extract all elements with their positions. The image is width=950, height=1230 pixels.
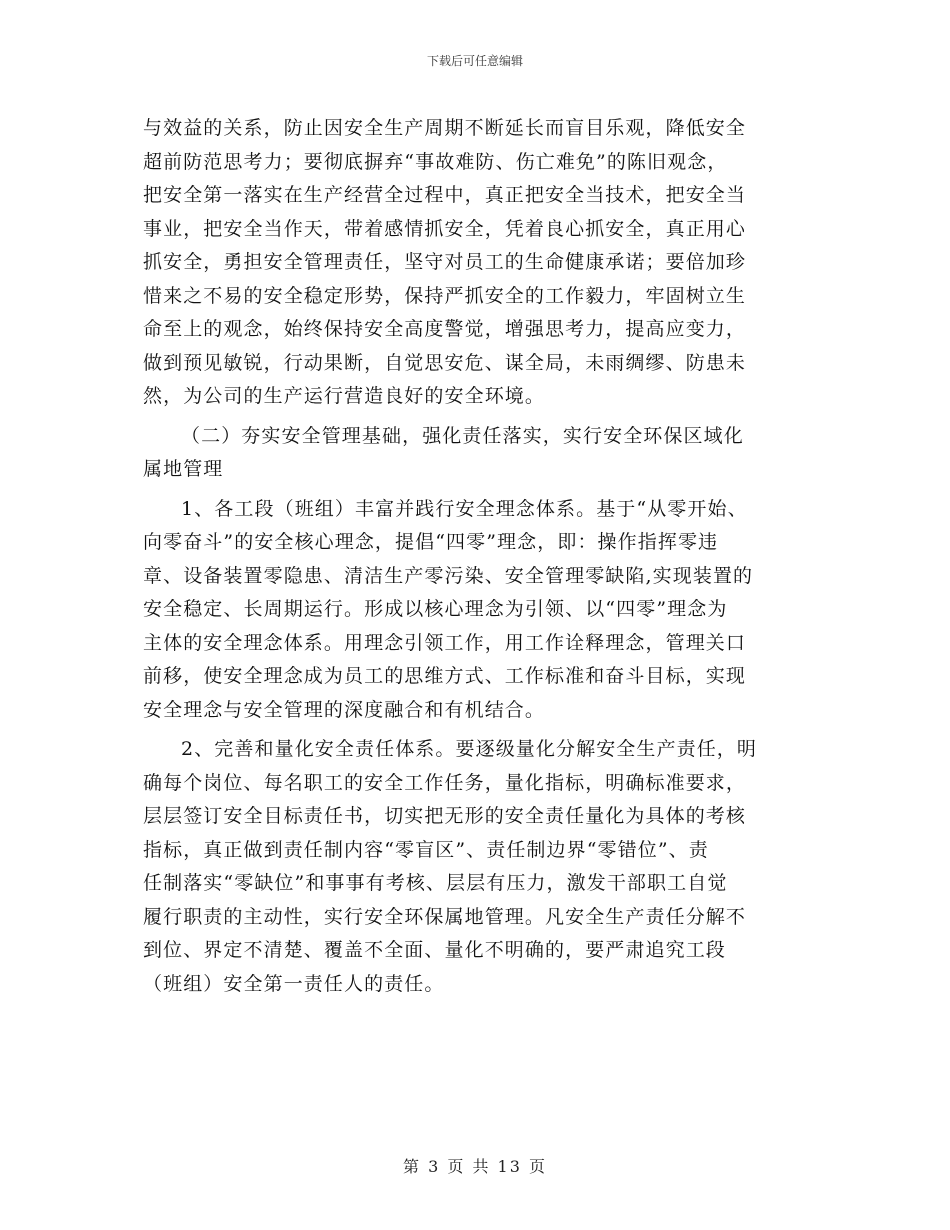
text-line: 与效益的关系，防止因安全生产周期不断延长而盲目乐观，降低安全	[143, 117, 747, 139]
text-line: （班组）安全第一责任人的责任。	[143, 972, 445, 995]
text-line: 安全理念与安全管理的深度融合和有机结合。	[143, 698, 546, 721]
text-line: 任制落实“零缺位”和事事有考核、层层有压力，激发干部职工自觉	[143, 872, 728, 894]
text-line: 属地管理	[143, 458, 224, 480]
document-body	[143, 112, 803, 1001]
text-line: 2、完善和量化安全责任体系。要逐级量化分解安全生产责任，明	[181, 738, 757, 760]
text-line: 事业，把安全当作天，带着感情抓安全，凭着良心抓安全，真正用心	[143, 217, 747, 240]
text-line: （二）夯实安全管理基础，强化责任落实，实行安全环保区域化	[181, 424, 744, 447]
text-line: 1、各工段（班组）丰富并践行安全理念体系。基于“从零开始、	[181, 497, 748, 520]
text-line: 章、设备装置零隐患、清洁生产零污染、安全管理零缺陷,实现装置的	[143, 564, 754, 587]
text-line: 到位、界定不清楚、覆盖不全面、量化不明确的，要严肃追究工段	[143, 939, 726, 961]
text-line: 层层签订安全目标责任书，切实把无形的安全责任量化为具体的考核	[143, 805, 747, 827]
text-line: 然，为公司的生产运行营造良好的安全环境。	[143, 385, 546, 407]
text-line: 惜来之不易的安全稳定形势，保持严抓安全的工作毅力，牢固树立生	[143, 284, 747, 307]
text-line: 抓安全，勇担安全管理责任，坚守对员工的生命健康承诺；要倍加珍	[143, 251, 747, 273]
text-line: 把安全第一落实在生产经营全过程中，真正把安全当技术，把安全当	[143, 184, 747, 206]
text-line: 确每个岗位、每名职工的安全工作任务，量化指标，明确标准要求，	[143, 771, 747, 794]
text-line: 向零奋斗”的安全核心理念，提倡“四零”理念，即：操作指挥零违	[143, 531, 719, 553]
page-header: 下载后可任意编辑	[426, 54, 523, 68]
text-line: 超前防范思考力；要彻底摒弃“事故难防、伤亡难免”的陈旧观念，	[143, 150, 728, 173]
text-line: 指标，真正做到责任制内容“零盲区”、责任制边界“零错位”、责	[143, 838, 709, 861]
text-line: 前移，使安全理念成为员工的思维方式、工作标准和奋斗目标，实现	[143, 665, 747, 687]
page-footer: 第 3 页 共 13 页	[403, 1157, 547, 1176]
text-line: 安全稳定、长周期运行。形成以核心理念为引领、以“四零”理念为	[143, 598, 728, 620]
text-line: 主体的安全理念体系。用理念引领工作，用工作诠释理念，管理关口	[143, 631, 747, 654]
text-line: 履行职责的主动性，实行安全环保属地管理。凡安全生产责任分解不	[143, 905, 747, 928]
text-line: 做到预见敏锐，行动果断，自觉思安危、谋全局，未雨绸缪、防患未	[143, 351, 747, 374]
text-line: 命至上的观念，始终保持安全高度警觉，增强思考力，提高应变力，	[143, 318, 747, 340]
